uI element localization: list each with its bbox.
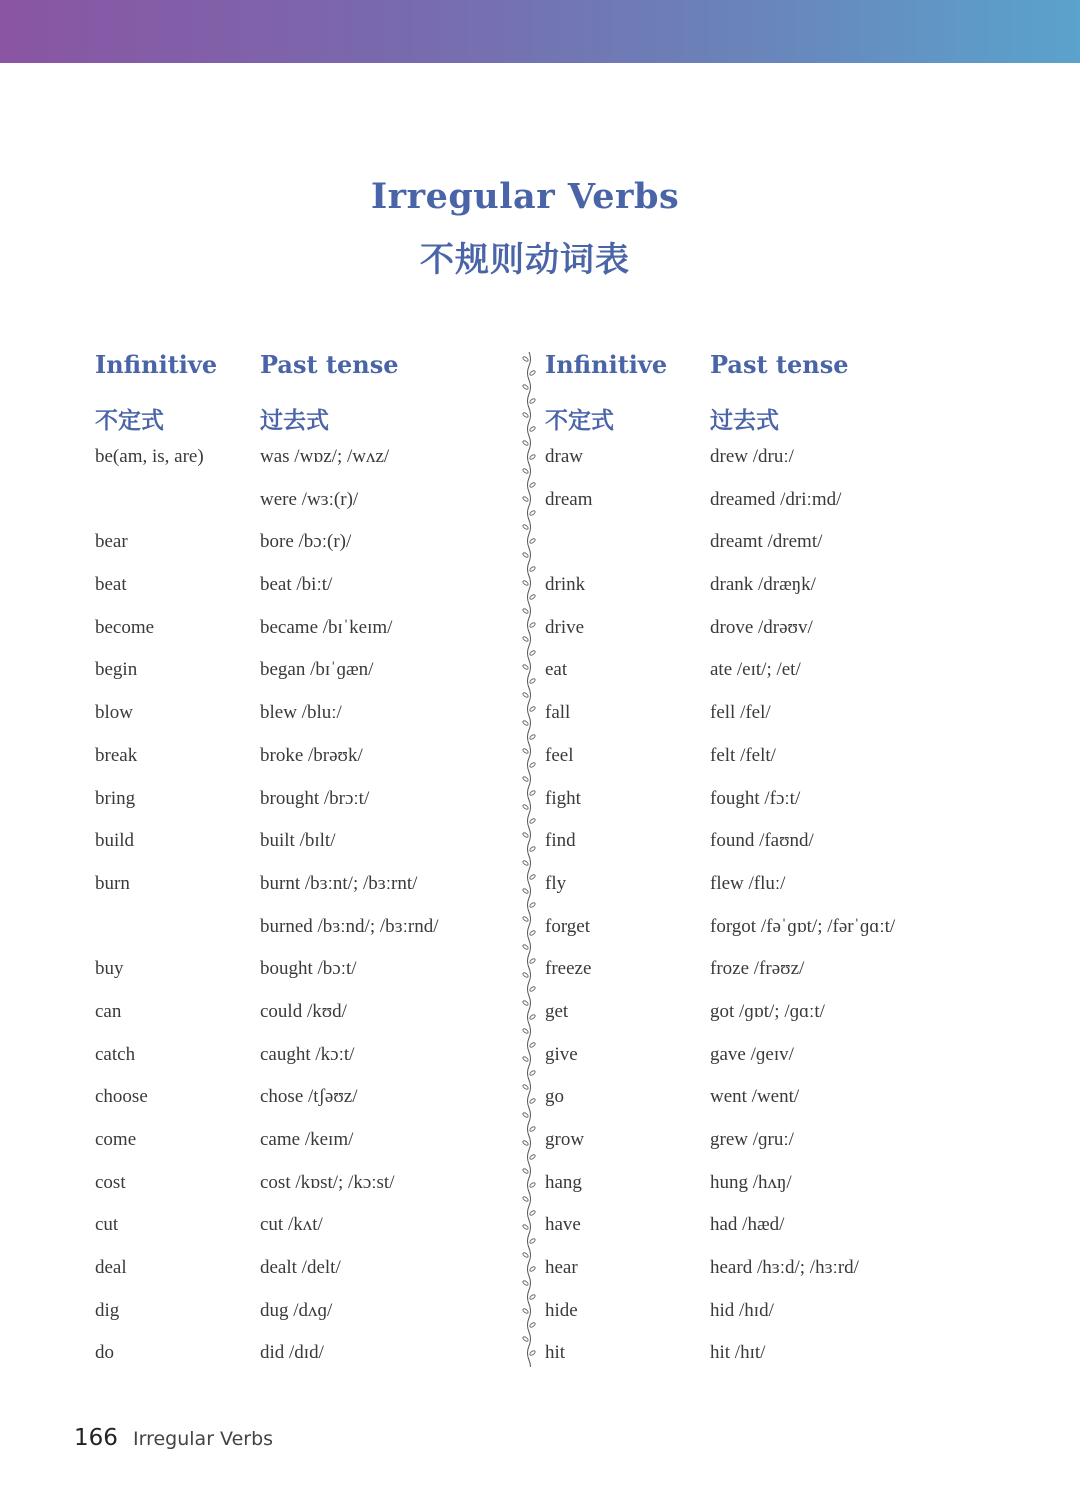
table-row <box>95 1038 515 1081</box>
infinitive-header-chinese: 不定式 <box>95 408 164 434</box>
past-tense-cell: did /dɪd/ <box>260 1342 324 1364</box>
past-tense-cell: ate /eɪt/; /et/ <box>710 659 801 681</box>
table-row <box>545 1251 1045 1294</box>
column-headers <box>95 344 515 392</box>
past-tense-header-chinese: 过去式 <box>710 408 779 434</box>
past-tense-cell: dug /dʌɡ/ <box>260 1299 333 1321</box>
infinitive-cell: buy <box>95 958 124 980</box>
past-tense-header: Past tense <box>710 350 849 379</box>
table-row <box>545 483 1045 526</box>
page-title: Irregular Verbs <box>370 176 680 217</box>
infinitive-cell: hit <box>545 1342 566 1364</box>
infinitive-header: Infinitive <box>545 350 668 379</box>
table-row <box>95 739 515 782</box>
past-tense-cell: forgot /fəˈɡɒt/; /fərˈɡɑːt/ <box>710 915 896 937</box>
infinitive-cell: fall <box>545 702 571 724</box>
page-title-chinese: 不规则动词表 <box>420 240 630 280</box>
past-tense-cell: fell /fel/ <box>710 702 771 724</box>
table-row <box>95 568 515 611</box>
verb-table-left <box>95 344 515 1379</box>
infinitive-cell: choose <box>95 1086 148 1108</box>
table-row <box>95 525 515 568</box>
table-row <box>545 782 1045 825</box>
infinitive-header: Infinitive <box>95 350 218 379</box>
past-tense-cell: was /wɒz/; /wʌz/ <box>260 446 390 467</box>
infinitive-cell: go <box>545 1086 564 1108</box>
page-footer <box>74 1425 273 1451</box>
past-tense-cell: built /bɪlt/ <box>260 830 336 852</box>
table-row <box>545 824 1045 867</box>
past-tense-cell: brought /brɔːt/ <box>260 787 370 809</box>
past-tense-cell: cost /kɒst/; /kɔːst/ <box>260 1171 395 1193</box>
past-tense-cell: dreamed /driːmd/ <box>710 488 842 510</box>
table-row <box>95 867 515 910</box>
past-tense-cell: began /bɪˈɡæn/ <box>260 659 374 681</box>
table-row <box>545 1166 1045 1209</box>
page-number: 166 <box>74 1425 118 1451</box>
infinitive-cell: feel <box>545 744 574 766</box>
infinitive-cell: fight <box>545 787 581 809</box>
infinitive-cell: drive <box>545 616 585 638</box>
table-row <box>95 1123 515 1166</box>
table-row <box>95 782 515 825</box>
infinitive-cell: deal <box>95 1257 127 1279</box>
table-row <box>545 1336 1045 1379</box>
infinitive-cell: eat <box>545 659 568 681</box>
infinitive-cell: bear <box>95 531 128 553</box>
infinitive-cell: find <box>545 830 576 852</box>
column-headers-chinese <box>95 392 515 440</box>
infinitive-cell: build <box>95 830 135 852</box>
past-tense-cell: bought /bɔːt/ <box>260 958 357 980</box>
infinitive-cell: get <box>545 1000 569 1022</box>
infinitive-cell: beat <box>95 574 127 596</box>
past-tense-cell: hung /hʌŋ/ <box>710 1171 792 1193</box>
infinitive-cell: dream <box>545 488 593 510</box>
infinitive-cell: fly <box>545 872 567 894</box>
infinitive-cell: catch <box>95 1043 136 1065</box>
past-tense-cell: fought /fɔːt/ <box>710 787 801 809</box>
past-tense-cell: went /went/ <box>710 1086 800 1108</box>
past-tense-cell: hit /hɪt/ <box>710 1342 766 1364</box>
infinitive-cell: give <box>545 1043 578 1065</box>
table-row <box>545 653 1045 696</box>
past-tense-cell: drove /drəʊv/ <box>710 616 813 638</box>
past-tense-cell: dealt /delt/ <box>260 1257 341 1279</box>
infinitive-cell: do <box>95 1342 114 1364</box>
past-tense-cell: got /ɡɒt/; /ɡɑːt/ <box>710 1000 825 1022</box>
past-tense-cell: gave /ɡeɪv/ <box>710 1043 794 1065</box>
past-tense-cell: caught /kɔːt/ <box>260 1043 355 1065</box>
table-row <box>95 483 515 526</box>
infinitive-cell: can <box>95 1000 122 1022</box>
past-tense-cell: were /wɜː(r)/ <box>260 488 359 510</box>
table-row <box>545 1294 1045 1337</box>
table-row <box>545 568 1045 611</box>
table-row <box>95 910 515 953</box>
table-row <box>95 611 515 654</box>
table-row <box>545 1080 1045 1123</box>
footer-section-label: Irregular Verbs <box>133 1428 274 1450</box>
past-tense-cell: came /keɪm/ <box>260 1129 354 1150</box>
infinitive-cell: blow <box>95 702 133 724</box>
infinitive-cell: freeze <box>545 958 592 980</box>
past-tense-cell: blew /bluː/ <box>260 702 342 724</box>
table-row <box>95 440 515 483</box>
past-tense-cell: heard /hɜːd/; /hɜːrd/ <box>710 1257 859 1279</box>
past-tense-cell: could /kʊd/ <box>260 1000 347 1022</box>
infinitive-cell: break <box>95 744 138 766</box>
past-tense-cell: burnt /bɜːnt/; /bɜːrnt/ <box>260 872 418 894</box>
past-tense-cell: had /hæd/ <box>710 1214 785 1236</box>
past-tense-cell: flew /fluː/ <box>710 872 786 894</box>
infinitive-cell: hang <box>545 1171 582 1193</box>
past-tense-cell: drank /dræŋk/ <box>710 574 816 596</box>
table-row <box>545 525 1045 568</box>
table-row <box>545 1123 1045 1166</box>
past-tense-cell: beat /biːt/ <box>260 574 333 596</box>
top-color-band <box>0 0 1080 63</box>
past-tense-cell: burned /bɜːnd/; /bɜːrnd/ <box>260 915 439 937</box>
infinitive-cell: burn <box>95 872 130 894</box>
infinitive-cell: cut <box>95 1214 119 1236</box>
table-row <box>95 1208 515 1251</box>
table-row <box>95 824 515 867</box>
infinitive-cell: cost <box>95 1171 126 1193</box>
table-row <box>545 440 1045 483</box>
infinitive-cell: dig <box>95 1299 120 1321</box>
table-row <box>95 696 515 739</box>
past-tense-cell: grew /ɡruː/ <box>710 1129 794 1150</box>
past-tense-cell: broke /brəʊk/ <box>260 744 363 766</box>
past-tense-cell: dreamt /dremt/ <box>710 531 823 553</box>
infinitive-cell: hear <box>545 1257 578 1279</box>
infinitive-header-chinese: 不定式 <box>545 408 614 434</box>
past-tense-cell: felt /felt/ <box>710 744 776 766</box>
table-row <box>545 696 1045 739</box>
verb-rows-right <box>545 440 1045 1379</box>
table-row <box>545 611 1045 654</box>
past-tense-cell: froze /frəʊz/ <box>710 958 805 980</box>
table-row <box>95 1166 515 1209</box>
infinitive-cell: draw <box>545 446 583 467</box>
past-tense-cell: found /faʊnd/ <box>710 830 814 852</box>
infinitive-cell: have <box>545 1214 581 1236</box>
table-row <box>95 952 515 995</box>
table-row <box>545 952 1045 995</box>
table-row <box>95 1336 515 1379</box>
past-tense-header: Past tense <box>260 350 399 379</box>
vine-divider-icon <box>521 352 537 1367</box>
column-headers-chinese <box>545 392 1045 440</box>
verb-table-right <box>545 344 1045 1379</box>
past-tense-cell: cut /kʌt/ <box>260 1214 323 1236</box>
infinitive-cell: forget <box>545 915 591 937</box>
infinitive-cell: begin <box>95 659 138 681</box>
infinitive-cell: grow <box>545 1129 585 1150</box>
table-row <box>545 739 1045 782</box>
verb-rows-left <box>95 440 515 1379</box>
past-tense-cell: drew /druː/ <box>710 446 794 467</box>
infinitive-cell: hide <box>545 1299 578 1321</box>
past-tense-header-chinese: 过去式 <box>260 408 329 434</box>
past-tense-cell: bore /bɔː(r)/ <box>260 531 352 553</box>
infinitive-cell: be(am, is, are) <box>95 446 204 467</box>
table-row <box>95 1251 515 1294</box>
table-row <box>95 1080 515 1123</box>
table-row <box>95 653 515 696</box>
table-row <box>95 995 515 1038</box>
past-tense-cell: chose /tʃəʊz/ <box>260 1086 358 1108</box>
table-row <box>545 995 1045 1038</box>
infinitive-cell: bring <box>95 787 136 809</box>
infinitive-cell: drink <box>545 574 586 596</box>
table-row <box>545 1208 1045 1251</box>
table-row <box>95 1294 515 1337</box>
past-tense-cell: hid /hɪd/ <box>710 1299 774 1321</box>
infinitive-cell: become <box>95 616 155 638</box>
table-row <box>545 867 1045 910</box>
table-row <box>545 910 1045 953</box>
table-row <box>545 1038 1045 1081</box>
column-headers <box>545 344 1045 392</box>
past-tense-cell: became /bɪˈkeɪm/ <box>260 616 393 638</box>
infinitive-cell: come <box>95 1129 137 1150</box>
